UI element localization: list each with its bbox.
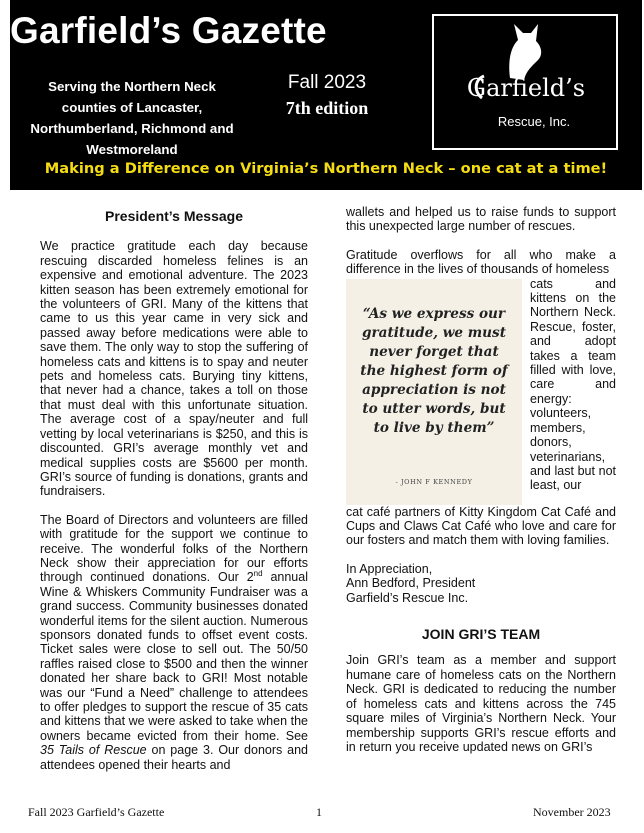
quote-image	[346, 279, 522, 505]
quote-text: “As we express our gratitude, we must never forget that the highest form of appreciation is not to utter words, but to live by them”	[360, 305, 508, 436]
gratitude-paragraph-side: cats and kittens on the Northern Neck. Rescue, foster, and adopt takes a team filled with love, care and energy: volunteers, members, donors, veterinarians, and last but not least, our	[530, 276, 616, 493]
issue-season: Fall 2023	[287, 72, 367, 93]
footer-publication: Fall 2023 Garfield’s Gazette	[28, 805, 165, 819]
gratitude-paragraph-bottom: cat café partners of Kitty Kingdom Cat Café and Cups and Claws Cat Café who love and care for our fosters and match them with loving families.	[346, 504, 616, 548]
left-column	[40, 209, 308, 772]
continued-paragraph: wallets and helped us to raise funds to support this unexpected large number of rescues.	[346, 205, 616, 234]
closing-line: In Appreciation,	[346, 561, 433, 576]
rescue-logo	[432, 14, 618, 150]
issue-edition: 7th edition	[285, 98, 369, 118]
board-gratitude-paragraph: The Board of Directors and volunteers are filled with gratitude for the support we continue to receive. The wonderful folks of the Northern Neck show their appreciation for our efforts through continued donations. Our 2nd annual Wine & Whiskers Community Fundraiser was a grand success. Community businesses donated wonderful items for the silent auction. Numerous sponsors donated funds to offset event costs. Ticket sales were close to sell out. The 50/50 raffles raised close to $500 and then the winner donated her share back to GRI! Most notable was our “Fund a Need” challenge to attendees to offer pledges to support the rescue of 35 cats and kittens that we were asked to take when the owners became evicted from their home. See 35 Tails of Rescue on page 3. Our donors and attendees opened their hearts and	[40, 512, 309, 772]
tagline: Making a Difference on Virginia’s Northern Neck – one cat at a time!	[44, 160, 608, 177]
gratitude-paragraph-top: Gratitude overflows for all who make a difference in the lives of thousands of homeless	[346, 247, 616, 277]
article-reference: 35 Tails of Rescue	[40, 743, 147, 758]
signer-name: Ann Bedford, President	[346, 576, 476, 591]
serving-line: Serving the Northern Neck	[48, 79, 216, 94]
footer-date: November 2023	[533, 805, 611, 819]
signer-org: Garfield’s Rescue Inc.	[346, 590, 469, 605]
serving-statement	[18, 76, 246, 160]
serving-line: Northumberland, Richmond and	[30, 121, 234, 136]
page-number: 1	[316, 805, 322, 819]
presidents-message-paragraph: We practice gratitude each day because rescuing discarded homeless felines is an expensive and emotional adventure. The 2023 kitten season has been extremely emotional for the volunteers of GRI. Many of the kittens that came to us this year came in very sick and passed away before medications were able to save them. The only way to stop the suffering of homeless cats and kittens is to spay and neuter pets and homeless cats. Burying tiny kittens, that never had a chance, takes a toll on those that must deal with this unfortunate situation. The average cost of a spay/neuter and full vetting by local veterinarians is $250, and this is discounted. GRI’s average monthly vet and medical supplies costs are $5600 per month. GRI’s source of funding is donations, grants and fundraisers.	[40, 239, 308, 499]
newsletter-title: Garfield’s Gazette	[10, 10, 327, 51]
right-column	[346, 205, 616, 754]
serving-line: Westmoreland	[86, 142, 178, 157]
logo-name: Garfield’s	[466, 74, 586, 102]
serving-line: counties of Lancaster,	[61, 100, 203, 115]
presidents-message-heading: President’s Message	[105, 208, 243, 224]
logo-subtitle: Rescue, Inc.	[497, 114, 571, 129]
quote-author: - JOHN F KENNEDY	[395, 477, 473, 486]
quote-wrap	[346, 277, 616, 505]
join-team-heading: JOIN GRI’S TEAM	[421, 626, 541, 643]
join-team-paragraph: Join GRI’s team as a member and support humane care of homeless cats on the Northern Neck. GRI is dedicated to reducing the number of homeless cats and kittens across the 745 square miles of Virginia’s Northern Neck. Your membership supports GRI’s rescue efforts and in return you receive updated news on GRI’s	[346, 653, 616, 754]
